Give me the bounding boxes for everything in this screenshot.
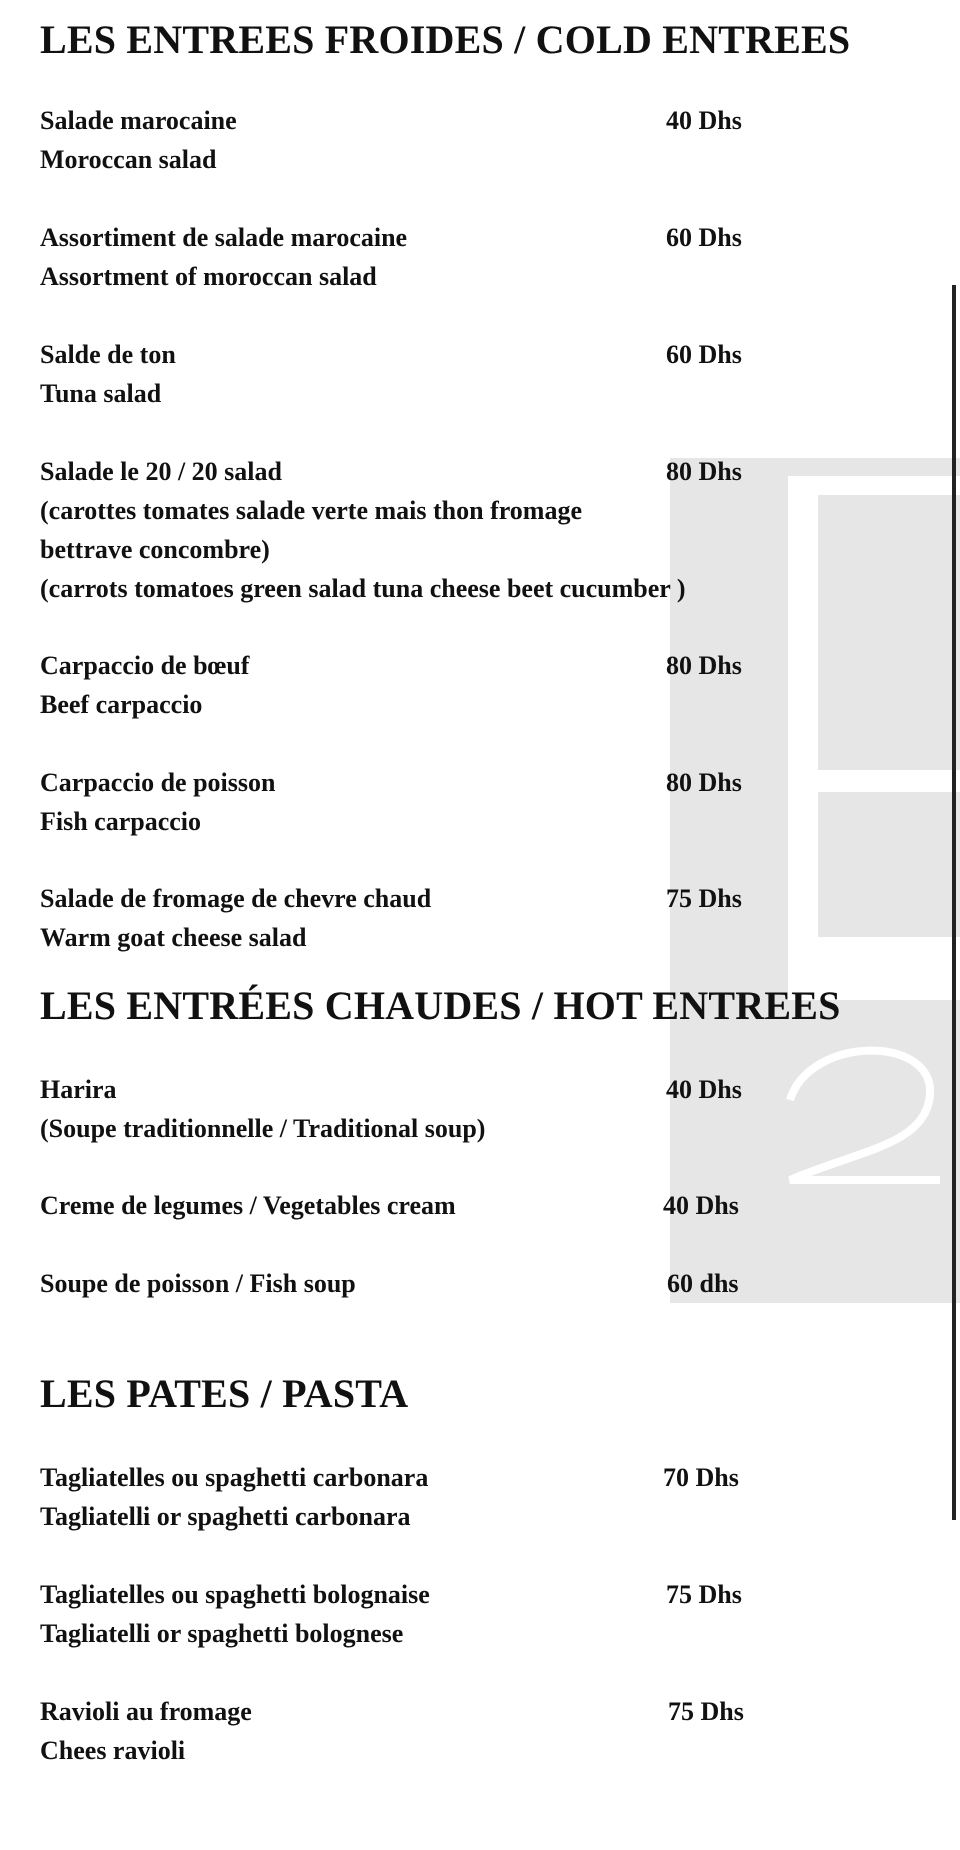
item-price: 80 Dhs [666, 651, 742, 680]
item-description: (carottes tomates salade verte mais thon fromage [40, 496, 583, 525]
item-name: Salade marocaine [40, 106, 237, 135]
section-title: LES PATES / PASTA [40, 1371, 409, 1416]
section-title: LES ENTREES FROIDES / COLD ENTREES [40, 17, 851, 62]
item-name: Ravioli au fromage [40, 1697, 252, 1726]
item-description: Tagliatelli or spaghetti bolognese [40, 1619, 404, 1648]
watermark-block-lower [818, 792, 960, 937]
item-price: 70 Dhs [663, 1463, 739, 1492]
item-description: Assortment of moroccan salad [40, 262, 377, 291]
item-description: Beef carpaccio [40, 690, 203, 719]
item-description: bettrave concombre) [40, 535, 270, 564]
item-name: Creme de legumes / Vegetables cream [40, 1191, 456, 1220]
item-price: 80 Dhs [666, 457, 742, 486]
item-description: Chees ravioli [40, 1736, 186, 1765]
item-price: 60 dhs [667, 1269, 739, 1298]
item-name: Carpaccio de poisson [40, 768, 276, 797]
item-price: 40 Dhs [663, 1191, 739, 1220]
item-price: 40 Dhs [666, 106, 742, 135]
item-name: Salade de fromage de chevre chaud [40, 884, 432, 913]
item-name: Assortiment de salade marocaine [40, 223, 408, 252]
item-name: Harira [40, 1075, 117, 1104]
item-description: Tuna salad [40, 379, 162, 408]
item-price: 60 Dhs [666, 223, 742, 252]
watermark-block-base [755, 1000, 960, 1285]
item-description: (carrots tomatoes green salad tuna cheese beet cucumber ) [40, 574, 686, 603]
item-name: Tagliatelles ou spaghetti bolognaise [40, 1580, 430, 1609]
item-name: Tagliatelles ou spaghetti carbonara [40, 1463, 429, 1492]
item-price: 60 Dhs [666, 340, 742, 369]
item-price: 75 Dhs [668, 1697, 744, 1726]
item-price: 80 Dhs [666, 768, 742, 797]
section-title: LES ENTRÉES CHAUDES / HOT ENTREES [40, 983, 841, 1028]
item-description: Fish carpaccio [40, 807, 202, 836]
item-price: 75 Dhs [666, 884, 742, 913]
watermark-block-upper [818, 495, 960, 770]
item-name: Carpaccio de bœuf [40, 651, 250, 680]
item-price: 40 Dhs [666, 1075, 742, 1104]
item-description: Tagliatelli or spaghetti carbonara [40, 1502, 411, 1531]
item-name: Soupe de poisson / Fish soup [40, 1269, 356, 1298]
item-description: Moroccan salad [40, 145, 217, 174]
item-description: (Soupe traditionnelle / Traditional soup) [40, 1114, 486, 1143]
item-description: Warm goat cheese salad [40, 923, 307, 952]
right-edge-line [952, 285, 956, 1520]
item-name: Salade le 20 / 20 salad [40, 457, 282, 486]
item-name: Salde de ton [40, 340, 176, 369]
item-price: 75 Dhs [666, 1580, 742, 1609]
